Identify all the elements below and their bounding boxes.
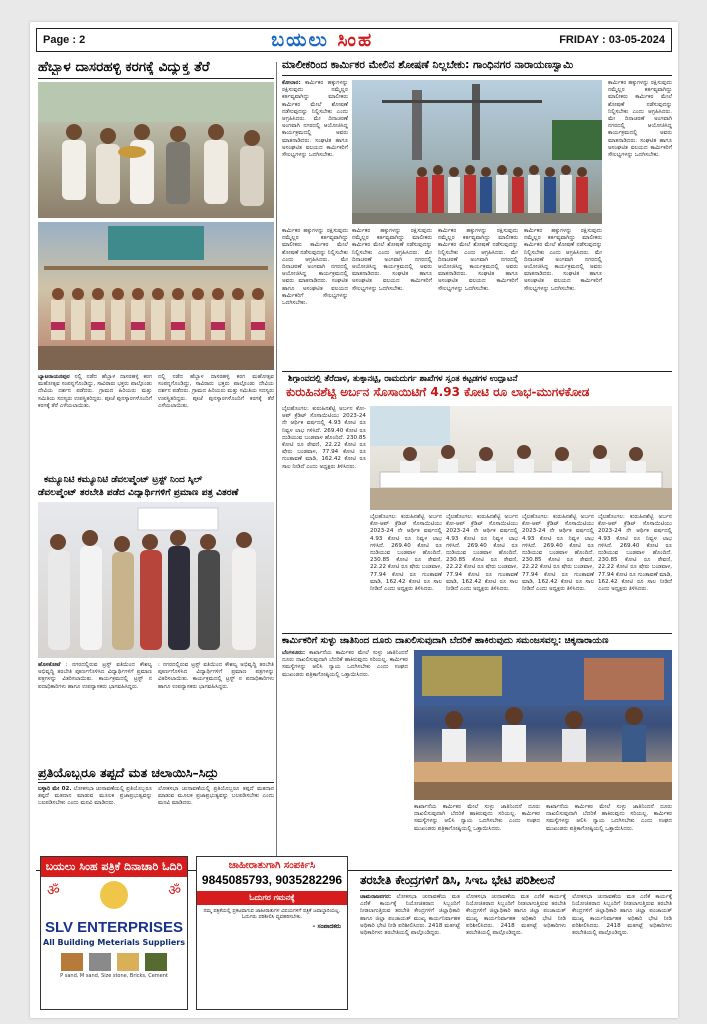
story2-photo [38,502,274,658]
right-story2-body-cont3: ಬೈಲಹೊಂಗಲ: ಕುರುಹಿನಶೆಟ್ಟಿ ಅರ್ಬನ ಕೋ-ಆಪ್ ಕ್ರೆಡಿಟ್ ಸೊಸಾಯಿಟಿಯು 2023-24 ನೇ ಆರ್ಥಿಕ ವರ್ಷದಲ್ಲಿ 4.93 ಕೋಟಿ ರೂ ನಿವ್ವಳ ಲಾಭ ಗಳಿಸಿದೆ. 269.40 ಕೋಟಿ ರೂ ದುಡಿಯುವ ಬಂಡವಾಳ ಹೊಂದಿದೆ. 230.85 ಕೋಟಿ ರೂ ಠೇವಣಿ, 22.22 ಕೋಟಿ ರೂ ಷೇರು ಬಂಡವಾಳ, 77.94 ಕೋಟಿ ರೂ ಗುಂತಾವಣೆ ಮಾಡಿ, 162.42 ಕೋಟಿ ರೂ ಸಾಲ ನೀಡಿದೆ ಎಂದು ಅಧ್ಯಕ್ಷರು ತಿಳಿಸಿದರು. [522,514,594,593]
story1-text-col2 [158,374,274,474]
ad2-heading: ಜಾಹೀರಾತುಗಾಗಿ ಸಂಪರ್ಕಿಸಿ [197,857,347,871]
press-meet-scene [414,650,672,800]
story2-body: : ನಗರದಲ್ಲಿರುವ ಟ್ರಸ್ಟ್ ವತಿಯಿಂದ ಕೌಶಲ್ಯ ಅಭಿವೃದ್ಧಿ ತರಬೇತಿ ಪೂರ್ಣಗೊಳಿಸಿದ ವಿದ್ಯಾರ್ಥಿಗಳಿಗೆ ಪ್ರಮಾಣ ಪತ್ರಗಳನ್ನು ವಿತರಿಸಲಾಯಿತು. ಕಾರ್ಯಕ್ರಮದಲ್ಲಿ ಟ್ರಸ್ಟ್ ನ ಪದಾಧಿಕಾರಿಗಳು ಹಾಗೂ ಉಪನ್ಯಾಸಕರು ಭಾಗವಹಿಸಿದ್ದರು. [38,662,152,690]
group-scene [38,222,274,370]
truck-icon [145,953,167,971]
right-story4-headline: ತರಬೇತಿ ಕೇಂದ್ರಗಳಿಗೆ ಡಿಸಿ, ಸಿಇಒ ಭೇಟಿ ಪರಿಶೀಲನೆ [360,874,555,887]
right-story1-text-col4 [608,80,672,370]
story1-text-col1 [38,374,152,474]
story2-headline-line2: ಡೆವಲಪ್ಮೆಂಟ್ ತರಬೇತಿ ಪಡೆದ ವಿದ್ಯಾರ್ಥಿಗಳಿಗೆ ಪ್ರಮಾಣ ಪತ್ರ ವಿತರಣೆ [38,488,239,498]
ad-contact-box [196,856,348,1010]
right-story1-body-cont: ಕಾರ್ಮಿಕರ ಹಕ್ಕುಗಳನ್ನು ರಕ್ಷಿಸುವುದು ನಮ್ಮೆಲ್ಲರ ಕರ್ತವ್ಯವಾಗಿದ್ದು ಮಾಲೀಕರು ಕಾರ್ಮಿಕರ ಮೇಲೆ ಶೋಷಣೆ ನಡೆಸುವುದನ್ನು ನಿಲ್ಲಿಸಬೇಕು ಎಂದು ಆಗ್ರಹಿಸಿದರು. ಮೇ ದಿನಾಚರಣೆ ಅಂಗವಾಗಿ ನಗರದಲ್ಲಿ ಆಯೋಜಿಸಿದ್ದ ಕಾರ್ಯಕ್ರಮದಲ್ಲಿ ಅವರು ಮಾತನಾಡಿದರು. ಸಂಘಟಿತ ಹಾಗೂ ಅಸಂಘಟಿತ ವಲಯದ ಕಾರ್ಮಿಕರಿಗೆ ಸೌಲಭ್ಯಗಳನ್ನು ಒದಗಿಸಬೇಕು. [608,80,672,159]
story2-text-col1 [38,662,152,762]
story2-text-col2 [158,662,274,762]
ad2-note: ನಮ್ಮ ಪತ್ರಿಕೆಯಲ್ಲಿ ಪ್ರಕಟವಾಗುವ ಜಾಹೀರಾತುಗಳ ವಿಷಯಗಳಿಗೆ ಪತ್ರಿಕೆ ಜವಾಬ್ದಾರಿಯಲ್ಲ. ಓದುಗರು ಪರಿಶೀಲಿಸಿ ವ್ಯವಹರಿಸಬೇಕು. [203,908,341,920]
story2-body-cont: : ನಗರದಲ್ಲಿರುವ ಟ್ರಸ್ಟ್ ವತಿಯಿಂದ ಕೌಶಲ್ಯ ಅಭಿವೃದ್ಧಿ ತರಬೇತಿ ಪೂರ್ಣಗೊಳಿಸಿದ ವಿದ್ಯಾರ್ಥಿಗಳಿಗೆ ಪ್ರಮಾಣ ಪತ್ರಗಳನ್ನು ವಿತರಿಸಲಾಯಿತು. ಕಾರ್ಯಕ್ರಮದಲ್ಲಿ ಟ್ರಸ್ಟ್ ನ ಪದಾಧಿಕಾರಿಗಳು ಹಾಗೂ ಉಪನ್ಯಾಸಕರು ಭಾಗವಹಿಸಿದ್ದರು. [158,662,274,690]
right-story2-text-col4 [522,514,594,630]
story1-photo-group [38,222,274,370]
newspaper-title [271,29,373,51]
deity-icon [100,881,128,909]
right-story1-headline: ಮಾಲೀಕರಿಂದ ಕಾರ್ಮಿಕರ ಮೇಲಿನ ಶೋಷಣೆ ನಿಲ್ಲಬೇಕು: ಗಾಂಧಿನಗರ ನಾರಾಯಣಸ್ವಾಮಿ [282,60,574,71]
right-story4-body-cont: ಲೋಕಸಭಾ ಚುನಾವಣೆಯ ಮತ ಎಣಿಕೆ ಕಾರ್ಯಕ್ಕೆ ನಿಯೋಜಿತರಾದ ಸಿಬ್ಬಂದಿಗೆ ನೀಡಲಾಗುತ್ತಿರುವ ತರಬೇತಿ ಕೇಂದ್ರಗಳಿಗೆ ಜಿಲ್ಲಾಧಿಕಾರಿ ಹಾಗೂ ಜಿಲ್ಲಾ ಪಂಚಾಯತ್ ಮುಖ್ಯ ಕಾರ್ಯನಿರ್ವಾಹಕ ಅಧಿಕಾರಿ ಭೇಟಿ ನೀಡಿ ಪರಿಶೀಲಿಸಿದರು. 2418 ಮತಗಟ್ಟೆ ಅಧಿಕಾರಿಗಳು ತರಬೇತಿಯಲ್ಲಿ ಪಾಲ್ಗೊಂಡಿದ್ದರು. [466,894,566,937]
bricks-icon [61,953,83,971]
right-story3-photo [414,650,672,800]
story2-headline-line1: ಕಮ್ಯೂನಿಟಿ ಕಮ್ಯೂನಿಟಿ ಡೆವಲಪ್ಮೆಂಟ್ ಟ್ರಸ್ಟ್ ನಿಂದ ಸ್ಕಿಲ್ [44,476,203,485]
rally-scene [352,80,602,224]
right-story3-body: ಕಾರ್ಖಾನೆಯ ಕಾರ್ಮಿಕರ ಮೇಲೆ ಸುಳ್ಳು ಜಾತಿನಿಂದನೆ ದೂರು ದಾಖಲಿಸುವುದಾಗಿ ಬೆದರಿಕೆ ಹಾಕಿರುವುದು ಸರಿಯಲ್ಲ. ಕಾರ್ಮಿಕರ ಸಮಸ್ಯೆಗಳನ್ನು ಆಲಿಸಿ ನ್ಯಾಯ ಒದಗಿಸಬೇಕು ಎಂದು ಸಂಘದ ಮುಖಂಡರು ಪತ್ರಿಕಾಗೋಷ್ಠಿಯಲ್ಲಿ ಒತ್ತಾಯಿಸಿದರು. [282,650,408,678]
right-story4-dateline: ಚಾಮರಾಜನಗರ: [360,894,392,900]
meeting-scene [370,406,672,510]
right-story2-body-cont: ಬೈಲಹೊಂಗಲ: ಕುರುಹಿನಶೆಟ್ಟಿ ಅರ್ಬನ ಕೋ-ಆಪ್ ಕ್ರೆಡಿಟ್ ಸೊಸಾಯಿಟಿಯು 2023-24 ನೇ ಆರ್ಥಿಕ ವರ್ಷದಲ್ಲಿ 4.93 ಕೋಟಿ ರೂ ನಿವ್ವಳ ಲಾಭ ಗಳಿಸಿದೆ. 269.40 ಕೋಟಿ ರೂ ದುಡಿಯುವ ಬಂಡವಾಳ ಹೊಂದಿದೆ. 230.85 ಕೋಟಿ ರೂ ಠೇವಣಿ, 22.22 ಕೋಟಿ ರೂ ಷೇರು ಬಂಡವಾಳ, 77.94 ಕೋಟಿ ರೂ ಗುಂತಾವಣೆ ಮಾಡಿ, 162.42 ಕೋಟಿ ರೂ ಸಾಲ ನೀಡಿದೆ ಎಂದು ಅಧ್ಯಕ್ಷರು ತಿಳಿಸಿದರು. [370,514,442,593]
right-story1-text-col1b [282,228,348,368]
right-story2-text-col2 [370,514,442,630]
right-story2-body: ಬೈಲಹೊಂಗಲ: ಕುರುಹಿನಶೆಟ್ಟಿ ಅರ್ಬನ ಕೋ-ಆಪ್ ಕ್ರೆಡಿಟ್ ಸೊಸಾಯಿಟಿಯು 2023-24 ನೇ ಆರ್ಥಿಕ ವರ್ಷದಲ್ಲಿ 4.93 ಕೋಟಿ ರೂ ನಿವ್ವಳ ಲಾಭ ಗಳಿಸಿದೆ. 269.40 ಕೋಟಿ ರೂ ದುಡಿಯುವ ಬಂಡವಾಳ ಹೊಂದಿದೆ. 230.85 ಕೋಟಿ ರೂ ಠೇವಣಿ, 22.22 ಕೋಟಿ ರೂ ಷೇರು ಬಂಡವಾಳ, 77.94 ಕೋಟಿ ರೂ ಗುಂತಾವಣೆ ಮಾಡಿ, 162.42 ಕೋಟಿ ರೂ ಸಾಲ ನೀಡಿದೆ ಎಂದು ಅಧ್ಯಕ್ಷರು ತಿಳಿಸಿದರು. [282,406,366,470]
right-story2-text-col1 [282,406,366,630]
right-story2-photo [370,406,672,510]
story3-dateline: ಬಳ್ಳಾರಿ ಮೇ 02. [38,786,72,792]
story3-body-cont: ಲೋಕಸಭಾ ಚುನಾವಣೆಯಲ್ಲಿ ಪ್ರತಿಯೊಬ್ಬರೂ ತಪ್ಪದೆ ಮತದಾನ ಮಾಡುವ ಮೂಲಕ ಪ್ರಜಾಪ್ರಭುತ್ವವನ್ನು ಬಲಪಡಿಸಬೇಕು ಎಂದು ಮನವಿ ಮಾಡಿದರು. [158,786,274,807]
right-story4-body-cont2: ಲೋಕಸಭಾ ಚುನಾವಣೆಯ ಮತ ಎಣಿಕೆ ಕಾರ್ಯಕ್ಕೆ ನಿಯೋಜಿತರಾದ ಸಿಬ್ಬಂದಿಗೆ ನೀಡಲಾಗುತ್ತಿರುವ ತರಬೇತಿ ಕೇಂದ್ರಗಳಿಗೆ ಜಿಲ್ಲಾಧಿಕಾರಿ ಹಾಗೂ ಜಿಲ್ಲಾ ಪಂಚಾಯತ್ ಮುಖ್ಯ ಕಾರ್ಯನಿರ್ವಾಹಕ ಅಧಿಕಾರಿ ಭೇಟಿ ನೀಡಿ ಪರಿಶೀಲಿಸಿದರು. 2418 ಮತಗಟ್ಟೆ ಅಧಿಕಾರಿಗಳು ತರಬೇತಿಯಲ್ಲಿ ಪಾಲ್ಗೊಂಡಿದ್ದರು. [572,894,672,937]
headline-rule [38,78,274,79]
sand-icon [117,953,139,971]
story1-dateline: ಬ್ಯಾಟರಾಯನಪುರ [38,374,70,380]
right-story3-text-col3 [546,804,672,866]
story1-body: ನಲ್ಲಿ ನಡೆದ ಹೆಬ್ಬಾಳ ದಾಸರಹಳ್ಳಿ ಕರಗ ಮಹೋತ್ಸವ ಸಂಪನ್ನಗೊಂಡಿದ್ದು, ಸಾವಿರಾರು ಭಕ್ತರು ಪಾಲ್ಗೊಂಡು ದೇವಿಯ ದರ್ಶನ ಪಡೆದರು. ಗ್ರಾಮದ ಹಿರಿಯರು ಮತ್ತು ಸಮಿತಿಯ ಸದಸ್ಯರು ಉಪಸ್ಥಿತರಿದ್ದರು. ಪೂಜೆ ಪುನಸ್ಕಾರಗಳೊಂದಿಗೆ ಕರಗಕ್ಕೆ ತೆರೆ ಎಳೆಯಲಾಯಿತು. [38,374,152,409]
masthead [36,28,672,52]
right-story3-body-cont: ಕಾರ್ಖಾನೆಯ ಕಾರ್ಮಿಕರ ಮೇಲೆ ಸುಳ್ಳು ಜಾತಿನಿಂದನೆ ದೂರು ದಾಖಲಿಸುವುದಾಗಿ ಬೆದರಿಕೆ ಹಾಕಿರುವುದು ಸರಿಯಲ್ಲ. ಕಾರ್ಮಿಕರ ಸಮಸ್ಯೆಗಳನ್ನು ಆಲಿಸಿ ನ್ಯಾಯ ಒದಗಿಸಬೇಕು ಎಂದು ಸಂಘದ ಮುಖಂಡರು ಪತ್ರಿಕಾಗೋಷ್ಠಿಯಲ್ಲಿ ಒತ್ತಾಯಿಸಿದರು. [414,804,540,832]
story1-body-cont: ನಲ್ಲಿ ನಡೆದ ಹೆಬ್ಬಾಳ ದಾಸರಹಳ್ಳಿ ಕರಗ ಮಹೋತ್ಸವ ಸಂಪನ್ನಗೊಂಡಿದ್ದು, ಸಾವಿರಾರು ಭಕ್ತರು ಪಾಲ್ಗೊಂಡು ದೇವಿಯ ದರ್ಶನ ಪಡೆದರು. ಗ್ರಾಮದ ಹಿರಿಯರು ಮತ್ತು ಸಮಿತಿಯ ಸದಸ್ಯರು ಉಪಸ್ಥಿತರಿದ್ದರು. ಪೂಜೆ ಪುನಸ್ಕಾರಗಳೊಂದಿಗೆ ಕರಗಕ್ಕೆ ತೆರೆ ಎಳೆಯಲಾಯಿತು. [158,374,274,409]
ad1-tagline: All Building Meterials Suppliers [43,938,185,947]
om-icon: ॐ [47,883,60,899]
right-story2-text-col3 [446,514,518,630]
ad1-icons [41,877,187,909]
ad2-phones: 9845085793, 9035282296 [201,873,343,887]
right-story1-body: ಕಾರ್ಮಿಕರ ಹಕ್ಕುಗಳನ್ನು ರಕ್ಷಿಸುವುದು ನಮ್ಮೆಲ್ಲರ ಕರ್ತವ್ಯವಾಗಿದ್ದು ಮಾಲೀಕರು ಕಾರ್ಮಿಕರ ಮೇಲೆ ಶೋಷಣೆ ನಡೆಸುವುದನ್ನು ನಿಲ್ಲಿಸಬೇಕು ಎಂದು ಆಗ್ರಹಿಸಿದರು. ಮೇ ದಿನಾಚರಣೆ ಅಂಗವಾಗಿ ನಗರದಲ್ಲಿ ಆಯೋಜಿಸಿದ್ದ ಕಾರ್ಯಕ್ರಮದಲ್ಲಿ ಅವರು ಮಾತನಾಡಿದರು. ಸಂಘಟಿತ ಹಾಗೂ ಅಸಂಘಟಿತ ವಲಯದ ಕಾರ್ಮಿಕರಿಗೆ ಸೌಲಭ್ಯಗಳನ್ನು ಒದಗಿಸಬೇಕು. [282,80,348,159]
certificate-scene [38,502,274,658]
right-story2-body-cont2: ಬೈಲಹೊಂಗಲ: ಕುರುಹಿನಶೆಟ್ಟಿ ಅರ್ಬನ ಕೋ-ಆಪ್ ಕ್ರೆಡಿಟ್ ಸೊಸಾಯಿಟಿಯು 2023-24 ನೇ ಆರ್ಥಿಕ ವರ್ಷದಲ್ಲಿ 4.93 ಕೋಟಿ ರೂ ನಿವ್ವಳ ಲಾಭ ಗಳಿಸಿದೆ. 269.40 ಕೋಟಿ ರೂ ದುಡಿಯುವ ಬಂಡವಾಳ ಹೊಂದಿದೆ. 230.85 ಕೋಟಿ ರೂ ಠೇವಣಿ, 22.22 ಕೋಟಿ ರೂ ಷೇರು ಬಂಡವಾಳ, 77.94 ಕೋಟಿ ರೂ ಗುಂತಾವಣೆ ಮಾಡಿ, 162.42 ಕೋಟಿ ರೂ ಸಾಲ ನೀಡಿದೆ ಎಂದು ಅಧ್ಯಕ್ಷರು ತಿಳಿಸಿದರು. [446,514,518,593]
right-story3-text-col2 [414,804,540,866]
issue-date: FRIDAY : 03-05-2024 [559,34,665,46]
om-icon: ॐ [168,883,181,899]
right-story2-kicker: ಶಿಗ್ಗಾಂವದಲ್ಲಿ ತೆರೆದಾಳ, ತುಕ್ಕಾನಟ್ಟಿ, ರಾಮದುರ್ಗ ಶಾಖೆಗಳ ಸ್ವಂತ ಕಟ್ಟಡಗಳ ಉದ್ಘಾಟನೆ [288,374,518,383]
right-story2-text-col5 [598,514,672,630]
story3-headline: ಪ್ರತಿಯೊಬ್ಬರೂ ತಪ್ಪದೆ ಮತ ಚಲಾಯಿಸಿ–ಸಿದ್ದು [38,766,219,780]
ad1-fine: P sand, M sand, Size stone, Bricks, Cement [60,973,168,979]
right-story3-headline: ಕಾರ್ಮಿಕರಿಗೆ ಸುಳ್ಳು ಜಾತಿನಿಂದ ದೂರು ದಾಖಲಿಸುವುದಾಗಿ ಬೆದರಿಕೆ ಹಾಕಿರುವುದು ಸಮಂಜಸವಲ್ಲ: ಚಿಕ್ಕನಾರಾಯಣ [282,636,609,646]
column-divider [276,62,277,862]
cement-icon [89,953,111,971]
right-story2-body-cont4: ಬೈಲಹೊಂಗಲ: ಕುರುಹಿನಶೆಟ್ಟಿ ಅರ್ಬನ ಕೋ-ಆಪ್ ಕ್ರೆಡಿಟ್ ಸೊಸಾಯಿಟಿಯು 2023-24 ನೇ ಆರ್ಥಿಕ ವರ್ಷದಲ್ಲಿ 4.93 ಕೋಟಿ ರೂ ನಿವ್ವಳ ಲಾಭ ಗಳಿಸಿದೆ. 269.40 ಕೋಟಿ ರೂ ದುಡಿಯುವ ಬಂಡವಾಳ ಹೊಂದಿದೆ. 230.85 ಕೋಟಿ ರೂ ಠೇವಣಿ, 22.22 ಕೋಟಿ ರೂ ಷೇರು ಬಂಡವಾಳ, 77.94 ಕೋಟಿ ರೂ ಗುಂತಾವಣೆ ಮಾಡಿ, 162.42 ಕೋಟಿ ರೂ ಸಾಲ ನೀಡಿದೆ ಎಂದು ಅಧ್ಯಕ್ಷರು ತಿಳಿಸಿದರು. [598,514,672,593]
right-story1-text-col2 [352,228,432,368]
headline-rule [360,890,672,891]
newspaper-page [30,22,678,1018]
procession-scene [38,82,274,218]
ad1-brand: SLV ENTERPRISES [44,919,184,936]
right-story1-body-cont2: ಕಾರ್ಮಿಕರ ಹಕ್ಕುಗಳನ್ನು ರಕ್ಷಿಸುವುದು ನಮ್ಮೆಲ್ಲರ ಕರ್ತವ್ಯವಾಗಿದ್ದು ಮಾಲೀಕರು ಕಾರ್ಮಿಕರ ಮೇಲೆ ಶೋಷಣೆ ನಡೆಸುವುದನ್ನು ನಿಲ್ಲಿಸಬೇಕು ಎಂದು ಆಗ್ರಹಿಸಿದರು. ಮೇ ದಿನಾಚರಣೆ ಅಂಗವಾಗಿ ನಗರದಲ್ಲಿ ಆಯೋಜಿಸಿದ್ದ ಕಾರ್ಯಕ್ರಮದಲ್ಲಿ ಅವರು ಮಾತನಾಡಿದರು. ಸಂಘಟಿತ ಹಾಗೂ ಅಸಂಘಟಿತ ವಲಯದ ಕಾರ್ಮಿಕರಿಗೆ ಸೌಲಭ್ಯಗಳನ್ನು ಒದಗಿಸಬೇಕು. [282,228,348,307]
ad2-band: ಓದುಗರ ಗಮನಕ್ಕೆ [197,891,347,905]
right-story1-body-cont5: ಕಾರ್ಮಿಕರ ಹಕ್ಕುಗಳನ್ನು ರಕ್ಷಿಸುವುದು ನಮ್ಮೆಲ್ಲರ ಕರ್ತವ್ಯವಾಗಿದ್ದು ಮಾಲೀಕರು ಕಾರ್ಮಿಕರ ಮೇಲೆ ಶೋಷಣೆ ನಡೆಸುವುದನ್ನು ನಿಲ್ಲಿಸಬೇಕು ಎಂದು ಆಗ್ರಹಿಸಿದರು. ಮೇ ದಿನಾಚರಣೆ ಅಂಗವಾಗಿ ನಗರದಲ್ಲಿ ಆಯೋಜಿಸಿದ್ದ ಕಾರ್ಯಕ್ರಮದಲ್ಲಿ ಅವರು ಮಾತನಾಡಿದರು. ಸಂಘಟಿತ ಹಾಗೂ ಅಸಂಘಟಿತ ವಲಯದ ಕಾರ್ಮಿಕರಿಗೆ ಸೌಲಭ್ಯಗಳನ್ನು ಒದಗಿಸಬೇಕು. [524,228,602,292]
right-story1-dateline: ಕೋಲಾರ: [282,80,301,86]
ad2-signature: – ಸಂಪಾದಕರು [312,923,341,930]
title-part-a: ಬಯಲು [271,29,329,51]
right-story3-text-col1 [282,650,408,866]
right-story4-body: ಲೋಕಸಭಾ ಚುನಾವಣೆಯ ಮತ ಎಣಿಕೆ ಕಾರ್ಯಕ್ಕೆ ನಿಯೋಜಿತರಾದ ಸಿಬ್ಬಂದಿಗೆ ನೀಡಲಾಗುತ್ತಿರುವ ತರಬೇತಿ ಕೇಂದ್ರಗಳಿಗೆ ಜಿಲ್ಲಾಧಿಕಾರಿ ಹಾಗೂ ಜಿಲ್ಲಾ ಪಂಚಾಯತ್ ಮುಖ್ಯ ಕಾರ್ಯನಿರ್ವಾಹಕ ಅಧಿಕಾರಿ ಭೇಟಿ ನೀಡಿ ಪರಿಶೀಲಿಸಿದರು. 2418 ಮತಗಟ್ಟೆ ಅಧಿಕಾರಿಗಳು ತರಬೇತಿಯಲ್ಲಿ ಪಾಲ್ಗೊಂಡಿದ್ದರು. [360,894,460,937]
right-story3-dateline: ಬೆಂಗಳೂರು: [282,650,306,656]
page-number: Page : 2 [43,34,86,46]
right-story4-text-col2 [466,894,566,1012]
right-story1-body-cont4: ಕಾರ್ಮಿಕರ ಹಕ್ಕುಗಳನ್ನು ರಕ್ಷಿಸುವುದು ನಮ್ಮೆಲ್ಲರ ಕರ್ತವ್ಯವಾಗಿದ್ದು ಮಾಲೀಕರು ಕಾರ್ಮಿಕರ ಮೇಲೆ ಶೋಷಣೆ ನಡೆಸುವುದನ್ನು ನಿಲ್ಲಿಸಬೇಕು ಎಂದು ಆಗ್ರಹಿಸಿದರು. ಮೇ ದಿನಾಚರಣೆ ಅಂಗವಾಗಿ ನಗರದಲ್ಲಿ ಆಯೋಜಿಸಿದ್ದ ಕಾರ್ಯಕ್ರಮದಲ್ಲಿ ಅವರು ಮಾತನಾಡಿದರು. ಸಂಘಟಿತ ಹಾಗೂ ಅಸಂಘಟಿತ ವಲಯದ ಕಾರ್ಮಿಕರಿಗೆ ಸೌಲಭ್ಯಗಳನ್ನು ಒದಗಿಸಬೇಕು. [438,228,518,292]
right-story4-text-col3 [572,894,672,1012]
section-rule [282,371,672,372]
right-story2-headline: ಕುರುಹಿನಶೆಟ್ಟಿ ಅರ್ಬನ ಸೊಸಾಯಿಟಿಗೆ 4.93 ಕೋಟಿ ರೂ ಲಾಭ-ಮುಗಳಕೋಡ [286,386,590,399]
story1-photo-procession [38,82,274,218]
story2-dateline: ಹೊಸಕೋಟೆ [38,662,61,668]
right-story1-text-col3b [524,228,602,368]
ad1-strip: ಬಯಲು ಸಿಂಹ ಪತ್ರಿಕೆ ದಿನಾಚಾರಿ ಓದಿರಿ [41,857,187,877]
right-story4-text-col1 [360,894,460,1012]
headline-rule [38,782,274,783]
title-part-b: ಸಿಂಹ [337,29,374,51]
ad1-products [41,953,187,971]
ad-slv-enterprises [40,856,188,1010]
story1-headline: ಹೆಬ್ಬಾಳ ದಾಸರಹಳ್ಳಿ ಕರಗಕ್ಕೆ ವಿದ್ಯುಕ್ತ ತೆರೆ [38,60,210,75]
right-story1-photo [352,80,602,224]
section-rule [282,633,672,634]
right-story1-body-cont3: ಕಾರ್ಮಿಕರ ಹಕ್ಕುಗಳನ್ನು ರಕ್ಷಿಸುವುದು ನಮ್ಮೆಲ್ಲರ ಕರ್ತವ್ಯವಾಗಿದ್ದು ಮಾಲೀಕರು ಕಾರ್ಮಿಕರ ಮೇಲೆ ಶೋಷಣೆ ನಡೆಸುವುದನ್ನು ನಿಲ್ಲಿಸಬೇಕು ಎಂದು ಆಗ್ರಹಿಸಿದರು. ಮೇ ದಿನಾಚರಣೆ ಅಂಗವಾಗಿ ನಗರದಲ್ಲಿ ಆಯೋಜಿಸಿದ್ದ ಕಾರ್ಯಕ್ರಮದಲ್ಲಿ ಅವರು ಮಾತನಾಡಿದರು. ಸಂಘಟಿತ ಹಾಗೂ ಅಸಂಘಟಿತ ವಲಯದ ಕಾರ್ಮಿಕರಿಗೆ ಸೌಲಭ್ಯಗಳನ್ನು ಒದಗಿಸಬೇಕು. [352,228,432,292]
headline-rule [282,75,672,76]
story3-body: ಲೋಕಸಭಾ ಚುನಾವಣೆಯಲ್ಲಿ ಪ್ರತಿಯೊಬ್ಬರೂ ತಪ್ಪದೆ ಮತದಾನ ಮಾಡುವ ಮೂಲಕ ಪ್ರಜಾಪ್ರಭುತ್ವವನ್ನು ಬಲಪಡಿಸಬೇಕು ಎಂದು ಮನವಿ ಮಾಡಿದರು. [38,786,152,807]
right-story3-body-cont2: ಕಾರ್ಖಾನೆಯ ಕಾರ್ಮಿಕರ ಮೇಲೆ ಸುಳ್ಳು ಜಾತಿನಿಂದನೆ ದೂರು ದಾಖಲಿಸುವುದಾಗಿ ಬೆದರಿಕೆ ಹಾಕಿರುವುದು ಸರಿಯಲ್ಲ. ಕಾರ್ಮಿಕರ ಸಮಸ್ಯೆಗಳನ್ನು ಆಲಿಸಿ ನ್ಯಾಯ ಒದಗಿಸಬೇಕು ಎಂದು ಸಂಘದ ಮುಖಂಡರು ಪತ್ರಿಕಾಗೋಷ್ಠಿಯಲ್ಲಿ ಒತ್ತಾಯಿಸಿದರು. [546,804,672,832]
right-story1-text-col3 [438,228,518,368]
